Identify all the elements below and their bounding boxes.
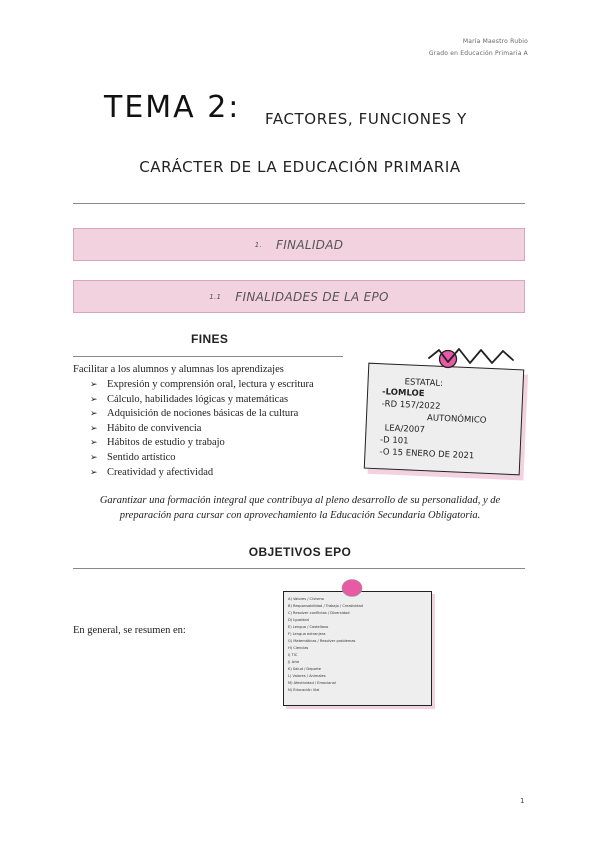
list-item: ➢ Creatividad y afectividad (90, 466, 214, 478)
objetivo-item: K) Salud / Deporte (288, 667, 321, 671)
section-box-finalidad (73, 228, 525, 261)
course-name: Grado en Educación Primaria A (428, 50, 528, 57)
objetivo-item: L) Valores / Animales (288, 674, 326, 678)
section-label: FINALIDAD (276, 237, 344, 252)
decreto-text: -D 101 (379, 435, 409, 447)
autonomico-label: AUTONÓMICO (426, 413, 487, 426)
zigzag-doodle-icon (425, 343, 520, 371)
estatal-label: ESTATAL: (404, 377, 444, 389)
objetivo-item: H) Ciencias (288, 646, 309, 650)
author-name: María Maestro Rubio (462, 38, 528, 45)
objetivo-item: E) Lengua / Castellano (288, 625, 329, 629)
objetivo-item: F) Lengua extranjera (288, 632, 326, 636)
legal-sticky-note (364, 363, 524, 476)
title-divider (73, 203, 525, 204)
title-line-2: CARÁCTER DE LA EDUCACIÓN PRIMARIA (139, 158, 461, 176)
fines-list (90, 377, 314, 479)
tema-label: TEMA 2: (104, 90, 241, 125)
list-item: ➢ Expresión y comprensión oral, lectura y escritura (90, 379, 314, 390)
title-line-1: FACTORES, FUNCIONES Y (265, 110, 467, 128)
objetivo-item: B) Responsabilidad / Trabajo / Creatividad (288, 604, 363, 608)
objetivo-item: N) Educación Vial (288, 688, 320, 692)
fines-heading: FINES (191, 332, 229, 346)
arrow-bullet-icon: ➢ (90, 379, 98, 389)
list-item: ➢ Hábito de convivencia (90, 422, 202, 434)
arrow-bullet-icon: ➢ (90, 408, 98, 419)
page-number: 1 (520, 797, 525, 805)
objetivos-sticky-note (283, 591, 432, 706)
objetivos-heading: OBJETIVOS EPO (248, 545, 352, 559)
objetivo-item: M) Afectividad / Emocional (288, 681, 336, 685)
objetivo-item: D) Igualdad (288, 618, 309, 622)
fines-divider (73, 356, 343, 357)
pushpin-icon (340, 578, 364, 598)
lomloe-text: -LOMLOE (381, 387, 425, 400)
section-number: 1.1 (209, 292, 222, 301)
objetivo-item: A) Valores / Civismo (288, 597, 324, 601)
arrow-bullet-icon: ➢ (90, 466, 98, 477)
objetivo-item: I) TIC (288, 653, 298, 657)
objetivos-divider (73, 568, 525, 569)
rd-text: -RD 157/2022 (381, 399, 441, 412)
arrow-bullet-icon: ➢ (90, 437, 98, 448)
lea-text: LEA/2007 (384, 423, 426, 436)
list-item: ➢ Hábitos de estudio y trabajo (90, 437, 225, 449)
arrow-bullet-icon: ➢ (90, 393, 98, 404)
list-item: ➢ Sentido artístico (90, 451, 176, 463)
list-item: ➢ Cálculo, habilidades lógicas y matemáticas (90, 393, 289, 405)
objetivo-item: J) Arte (288, 660, 300, 664)
objetivo-item: G) Matemáticas / Resolver problemas (288, 639, 356, 643)
fines-intro: Facilitar a los alumnos y alumnas los aprendizajes (73, 364, 284, 375)
orden-text: -O 15 ENERO DE 2021 (379, 447, 475, 462)
section-number: 1. (254, 240, 263, 249)
list-item: ➢ Adquisición de nociones básicas de la cultura (90, 408, 299, 420)
arrow-bullet-icon: ➢ (90, 451, 98, 462)
arrow-bullet-icon: ➢ (90, 422, 98, 433)
section-label: FINALIDADES DE LA EPO (235, 289, 389, 304)
objetivo-item: C) Resolver conflictos / Diversidad (288, 611, 350, 615)
objetivos-summary-text: En general, se resumen en: (73, 625, 186, 636)
finalidad-quote: Garantizar una formación integral que contribuya al pleno desarrollo de su personalidad, y de preparación para cursar con aprovechamiento la Educación Secundaria Obligatoria. (99, 495, 501, 521)
section-box-finalidades-epo (73, 280, 525, 313)
